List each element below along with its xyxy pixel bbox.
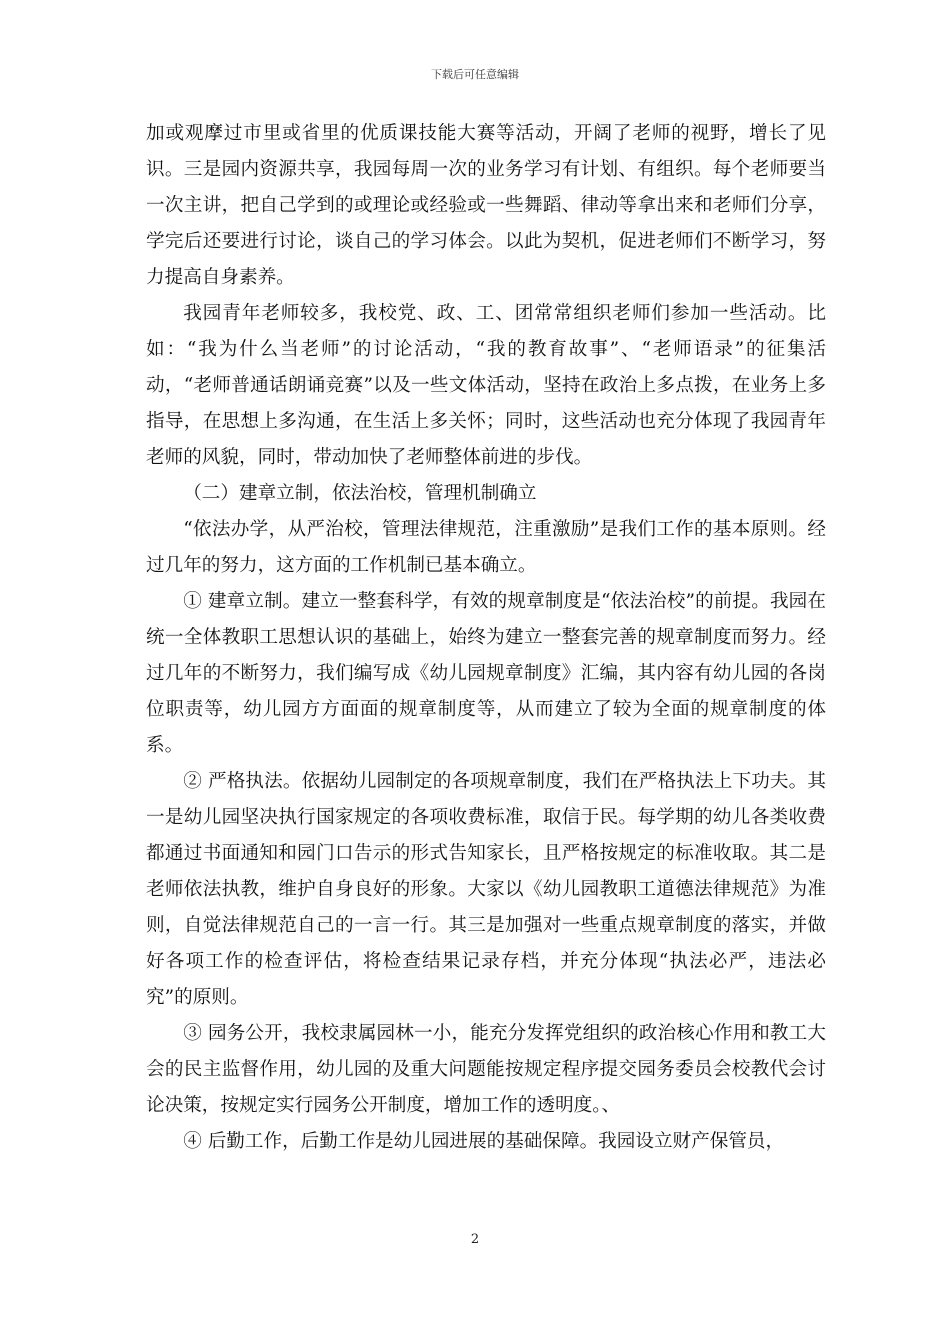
paragraph: ③ 园务公开，我校隶属园林一小，能充分发挥党组织的政治核心作用和教工大会的民主监督作用，幼儿园的及重大问题能按规定程序提交园务委员会校教代会讨论决策，按规定实行园务公开制度，增加工作的透明度。、	[146, 1023, 826, 1116]
paragraph: “依法办学，从严治校，管理法律规范，注重激励”是我们工作的基本原则。经过几年的努力，这方面的工作机制已基本确立。	[146, 519, 826, 576]
paragraph: 加或观摩过市里或省里的优质课技能大赛等活动，开阔了老师的视野，增长了见识。三是园内资源共享，我园每周一次的业务学习有计划、有组织。每个老师要当一次主讲，把自己学到的或理论或经验或一些舞蹈、律动等拿出来和老师们分享，学完后还要进行讨论，谈自己的学习体会。以此为契机，促进老师们不断学习，努力提高自身素养。	[146, 123, 826, 288]
paragraph: 我园青年老师较多，我校党、政、工、团常常组织老师们参加一些活动。比如：“我为什么当老师”的讨论活动，“我的教育故事”、“老师语录”的征集活动，“老师普通话朗诵竞赛”以及一些文体活动，坚持在政治上多点拨，在业务上多指导，在思想上多沟通，在生活上多关怀；同时，这些活动也充分体现了我园青年老师的风貌，同时，带动加快了老师整体前进的步伐。	[146, 303, 826, 468]
paragraph: ② 严格执法。依据幼儿园制定的各项规章制度，我们在严格执法上下功夫。其一是幼儿园坚决执行国家规定的各项收费标准，取信于民。每学期的幼儿各类收费都通过书面通知和园门口告示的形式告知家长，且严格按规定的标准收取。其二是老师依法执教，维护自身良好的形象。大家以《幼儿园教职工道德法律规范》为准则，自觉法律规范自己的一言一行。其三是加强对一些重点规章制度的落实，并做好各项工作的检查评估，将检查结果记录存档，并充分体现“执法必严，违法必究”的原则。	[146, 771, 826, 1008]
paragraph: ④ 后勤工作，后勤工作是幼儿园进展的基础保障。我园设立财产保管员，	[183, 1131, 785, 1152]
page-number: 2	[470, 1232, 480, 1247]
page-header: 下载后可任意编辑	[431, 68, 519, 81]
body-text	[146, 116, 826, 1160]
section-heading: （二）建章立制，依法治校，管理机制确立	[183, 483, 537, 504]
paragraph: ① 建章立制。建立一整套科学，有效的规章制度是“依法治校”的前提。我园在统一全体教职工思想认识的基础上，始终为建立一整套完善的规章制度而努力。经过几年的不断努力，我们编写成《幼儿园规章制度》汇编，其内容有幼儿园的各岗位职责等，幼儿园方方面面的规章制度等，从而建立了较为全面的规章制度的体系。	[146, 591, 826, 756]
